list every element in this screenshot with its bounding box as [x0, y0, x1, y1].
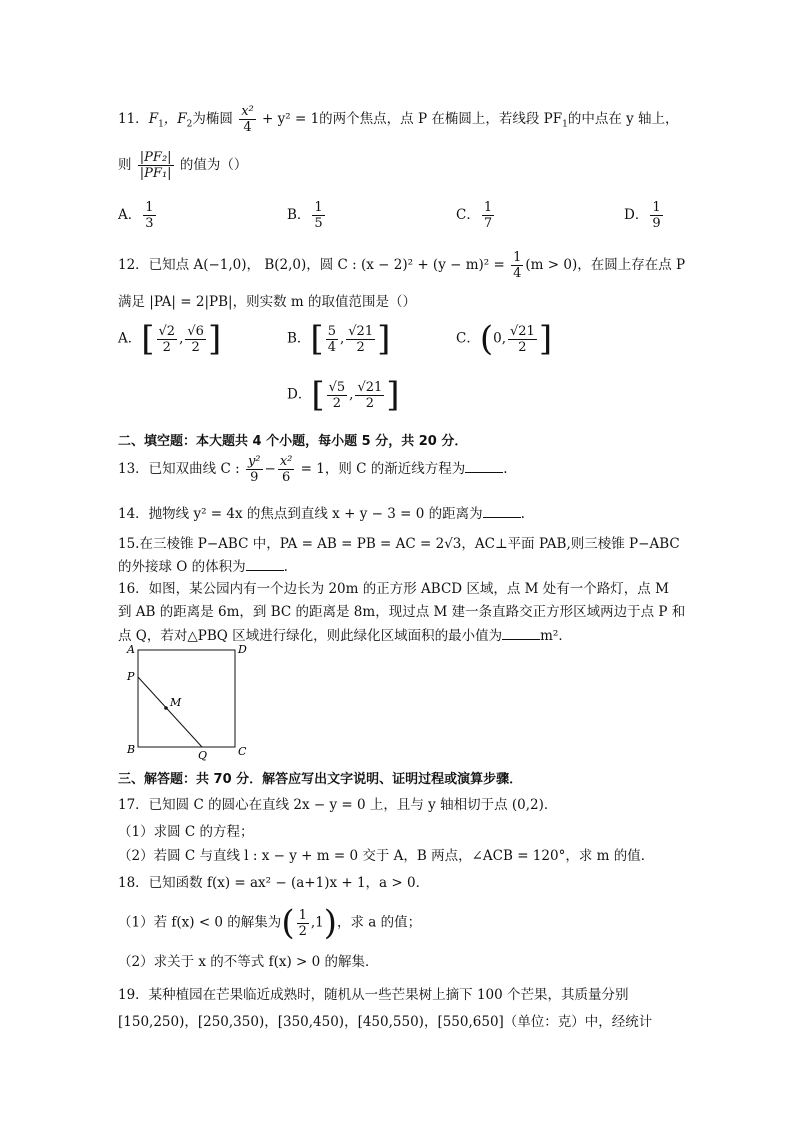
label-c: C	[238, 745, 247, 758]
q16-answer-blank	[502, 627, 540, 640]
label-q: Q	[198, 749, 208, 762]
section-3-heading: 三、解答题：共 70 分．解答应写出文字说明、证明过程或演算步骤．	[118, 772, 523, 787]
q17-line1: 17．已知圆 C 的圆心在直线 2x − y = 0 上，且与 y 轴相切于点 (0,2)．	[118, 797, 558, 813]
q17-part1: （1）求圆 C 的方程；	[118, 824, 254, 840]
q15-answer-blank	[246, 558, 284, 571]
q11-option-a: A． $\frac{1}{3}$	[118, 200, 154, 231]
q12-option-c: C．(0, $\frac{√21}{2}$ ]	[456, 319, 553, 359]
q12-option-d: D．[ $\frac{√5}{2}$ , $\frac{√21}{2}$ ]	[287, 375, 400, 415]
q11-ellipse-fraction: $\frac{\text{x²}}{4}$	[241, 104, 254, 135]
q12-option-b: B．[ $\frac{5}{4}$ , $\frac{√21}{2}$ ]	[287, 319, 391, 359]
label-a: A	[127, 643, 135, 656]
q12-line1: 12．已知点 A(−1,0)， B(2,0)，圆 C : (x − 2)² + (y − m)² = $\frac{1}{4}$ (m > 0)，在圆上存在点 P	[118, 250, 686, 281]
q15-line2: 的外接球 O 的体积为 .	[118, 559, 288, 575]
q17-part2: （2）若圆 C 与直线 l : x − y + m = 0 交于 A，B 两点，∠ACB = 120°，求 m 的值．	[118, 848, 655, 864]
q16-line2: 到 AB 的距离是 6m，到 BC 的距离是 8m，现过点 M 建一条直路交正方形区域两边于点 P 和	[118, 604, 686, 620]
q19-line1: 19．某种植园在芒果临近成熟时，随机从一些芒果树上摘下 100 个芒果，其质量分别	[118, 987, 629, 1003]
q14-line: 14．抛物线 y² = 4x 的焦点到直线 x + y − 3 = 0 的距离为 .	[118, 506, 525, 522]
label-b: B	[127, 743, 136, 756]
label-p: P	[127, 670, 135, 683]
q15-line1: 15.在三棱锥 P−ABC 中，PA = AB = PB = AC = 2√3，AC⊥平面 PAB,则三棱锥 P−ABC	[118, 536, 680, 552]
q16-line3: 点 Q，若对△PBQ 区域进行绿化，则此绿化区域面积的最小值为 m²．	[118, 628, 572, 644]
line-pq	[138, 677, 202, 747]
q11-line1: 11．$F_1$，$F_2$为椭圆 $\frac{\text{x²}}{4}$ + y² = 1的两个焦点，点 P 在椭圆上，若线段 $PF_1$的中点在 y 轴上，	[118, 104, 679, 135]
q11-line2: 则 $\frac{\text{|PF₂|}}{\text{|PF₁|}}$ 的值为（）	[118, 150, 248, 181]
q16-line1: 16．如图，某公园内有一个边长为 20m 的正方形 ABCD 区域，点 M 处有一个路灯，点 M	[118, 581, 669, 597]
square-abcd	[138, 650, 235, 747]
q11-ratio-fraction: $\frac{\text{|PF₂|}}{\text{|PF₁|}}$	[139, 150, 172, 181]
q11-option-c: C． $\frac{1}{7}$	[456, 200, 493, 231]
q14-answer-blank	[483, 505, 521, 518]
q11-option-d: D． $\frac{1}{9}$	[624, 200, 661, 231]
q18-part1: （1）若 f(x) < 0 的解集为( $\frac{1}{2}$ ,1)，求 a 的值；	[118, 903, 422, 943]
q18-line1: 18．已知函数 f(x) = ax² − (a+1)x + 1，a > 0．	[118, 875, 430, 891]
square-park-diagram	[118, 640, 258, 762]
label-m: M	[170, 696, 182, 709]
point-m	[164, 706, 168, 710]
q19-line2: [150,250)，[250,350)，[350,450)，[450,550)，[550,650]（单位：克）中，经统计	[118, 1014, 653, 1030]
q13-line: 13．已知双曲线 C : $\frac{\text{y²}}{9}$ − $\frac{\text{x²}}{6}$ = 1，则 C 的渐近线方程为 .	[118, 454, 508, 485]
q11-option-b: B． $\frac{1}{5}$	[287, 200, 323, 231]
q18-part2: （2）求关于 x 的不等式 f(x) > 0 的解集．	[118, 954, 379, 970]
q12-line2: 满足 |PA| = 2|PB|，则实数 m 的取值范围是（）	[118, 294, 416, 310]
q12-option-a: A．[ $\frac{√2}{2}$ , $\frac{√6}{2}$ ]	[118, 319, 222, 359]
label-d: D	[238, 643, 247, 656]
section-2-heading: 二、填空题：本大题共 4 个小题，每小题 5 分，共 20 分．	[118, 434, 468, 449]
q13-answer-blank	[465, 460, 503, 473]
